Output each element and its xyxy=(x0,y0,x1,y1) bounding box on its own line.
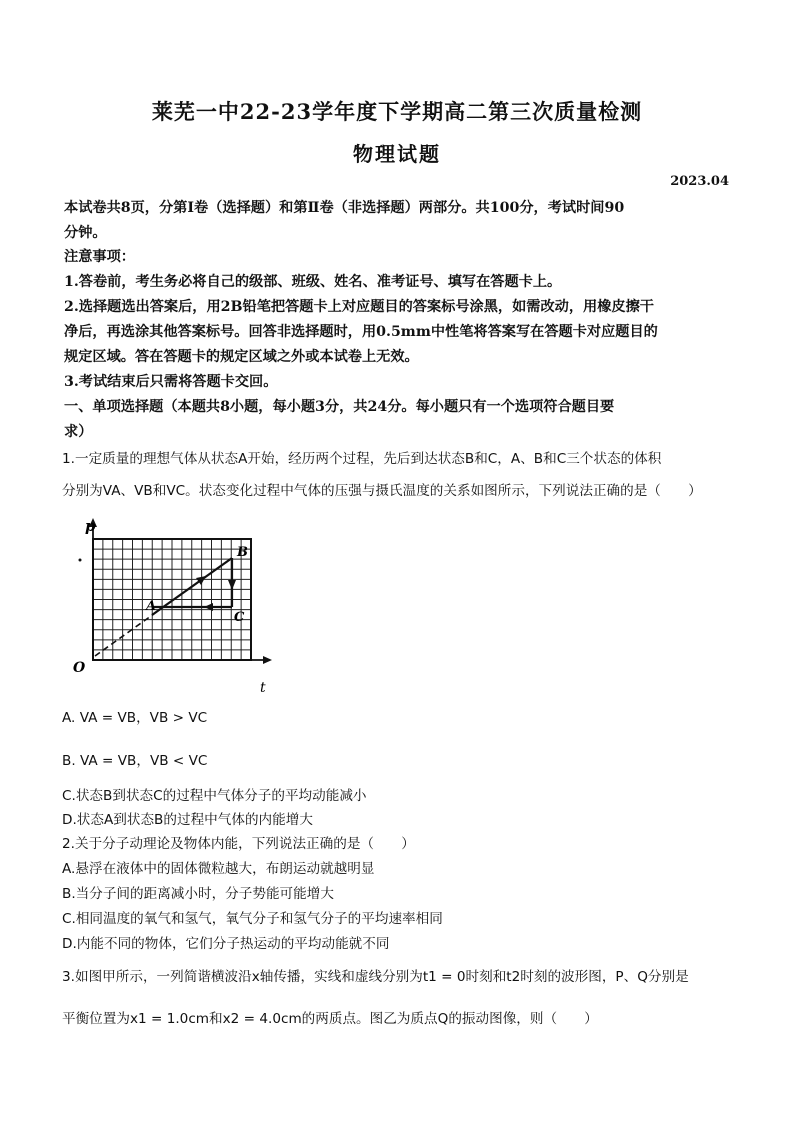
q2-option-d: D.内能不同的物体，它们分子热运动的平均动能就不同 xyxy=(62,936,390,952)
note-2-line-1: 2.选择题选出答案后，用2B铅笔把答题卡上对应题目的答案标号涂黑，如需改动，用橡皮擦干 xyxy=(64,299,654,315)
note-2-line-2: 净后，再选涂其他答案标号。回答非选择题时，用0.5mm中性笔将答案写在答题卡对应题目的 xyxy=(64,324,658,340)
q2-option-a: A.悬浮在液体中的固体微粒越大，布朗运动就越明显 xyxy=(62,861,375,877)
section-heading-line-2: 求） xyxy=(64,424,93,440)
q3-stem-line-2: 平衡位置为x1 = 1.0cm和x2 = 4.0cm的两质点。图乙为质点Q的振动图像，则（ ） xyxy=(62,1011,598,1027)
origin-label: O xyxy=(73,660,86,676)
q1-option-c: C.状态B到状态C的过程中气体分子的平均动能减小 xyxy=(62,788,367,804)
subject-title: 物理试题 xyxy=(353,142,441,166)
q1-stem-line-1: 1.一定质量的理想气体从状态A开始，经历两个过程，先后到达状态B和C，A、B和C三个状态的体积 xyxy=(62,451,662,467)
note-2-line-3: 规定区域。答在答题卡的规定区域之外或本试卷上无效。 xyxy=(64,349,419,365)
q1-option-b: B. VA = VB，VB < VC xyxy=(62,753,208,769)
exam-title: 莱芜一中22-23学年度下学期高二第三次质量检测 xyxy=(151,99,643,124)
section-heading-line-1: 一、单项选择题（本题共8小题，每小题3分，共24分。每小题只有一个选项符合题目要 xyxy=(64,399,615,415)
intro-line-1: 本试卷共8页，分第Ⅰ卷（选择题）和第Ⅱ卷（非选择题）两部分。共100分，考试时间90 xyxy=(64,200,625,216)
q1-stem-line-2: 分别为VA、VB和VC。状态变化过程中气体的压强与摄氏温度的关系如图所示，下列说法正确的是（ ） xyxy=(62,483,702,499)
note-1: 1.答卷前，考生务必将自己的级部、班级、姓名、准考证号、填写在答题卡上。 xyxy=(64,274,562,290)
t-axis-arrow xyxy=(263,656,272,664)
exam-date: 2023.04 xyxy=(670,174,729,189)
p-t-graph xyxy=(62,512,282,702)
q2-option-c: C.相同温度的氧气和氢气，氧气分子和氢气分子的平均速率相同 xyxy=(62,911,443,927)
arrow-b-to-c xyxy=(228,580,236,590)
note-3: 3.考试结束后只需将答题卡交回。 xyxy=(64,374,278,390)
intro-line-2: 分钟。 xyxy=(64,225,107,241)
q1-option-d: D.状态A到状态B的过程中气体的内能增大 xyxy=(62,812,313,828)
q2-stem: 2.关于分子动理论及物体内能，下列说法正确的是（ ） xyxy=(62,836,415,852)
q2-option-b: B.当分子间的距离减小时，分子势能可能增大 xyxy=(62,886,334,902)
point-b-label: B xyxy=(237,545,248,560)
q1-option-a: A. VA = VB，VB > VC xyxy=(62,710,208,726)
notice-title: 注意事项： xyxy=(64,249,135,265)
t-axis-label: t xyxy=(260,680,266,696)
q3-stem-line-1: 3.如图甲所示，一列简谐横波沿x轴传播，实线和虚线分别为t1 = 0时刻和t2时刻的波形图，P、Q分别是 xyxy=(62,969,689,985)
point-c-label: C xyxy=(234,610,245,625)
point-a-label: A xyxy=(146,599,157,614)
p-axis-label: p xyxy=(85,517,96,535)
